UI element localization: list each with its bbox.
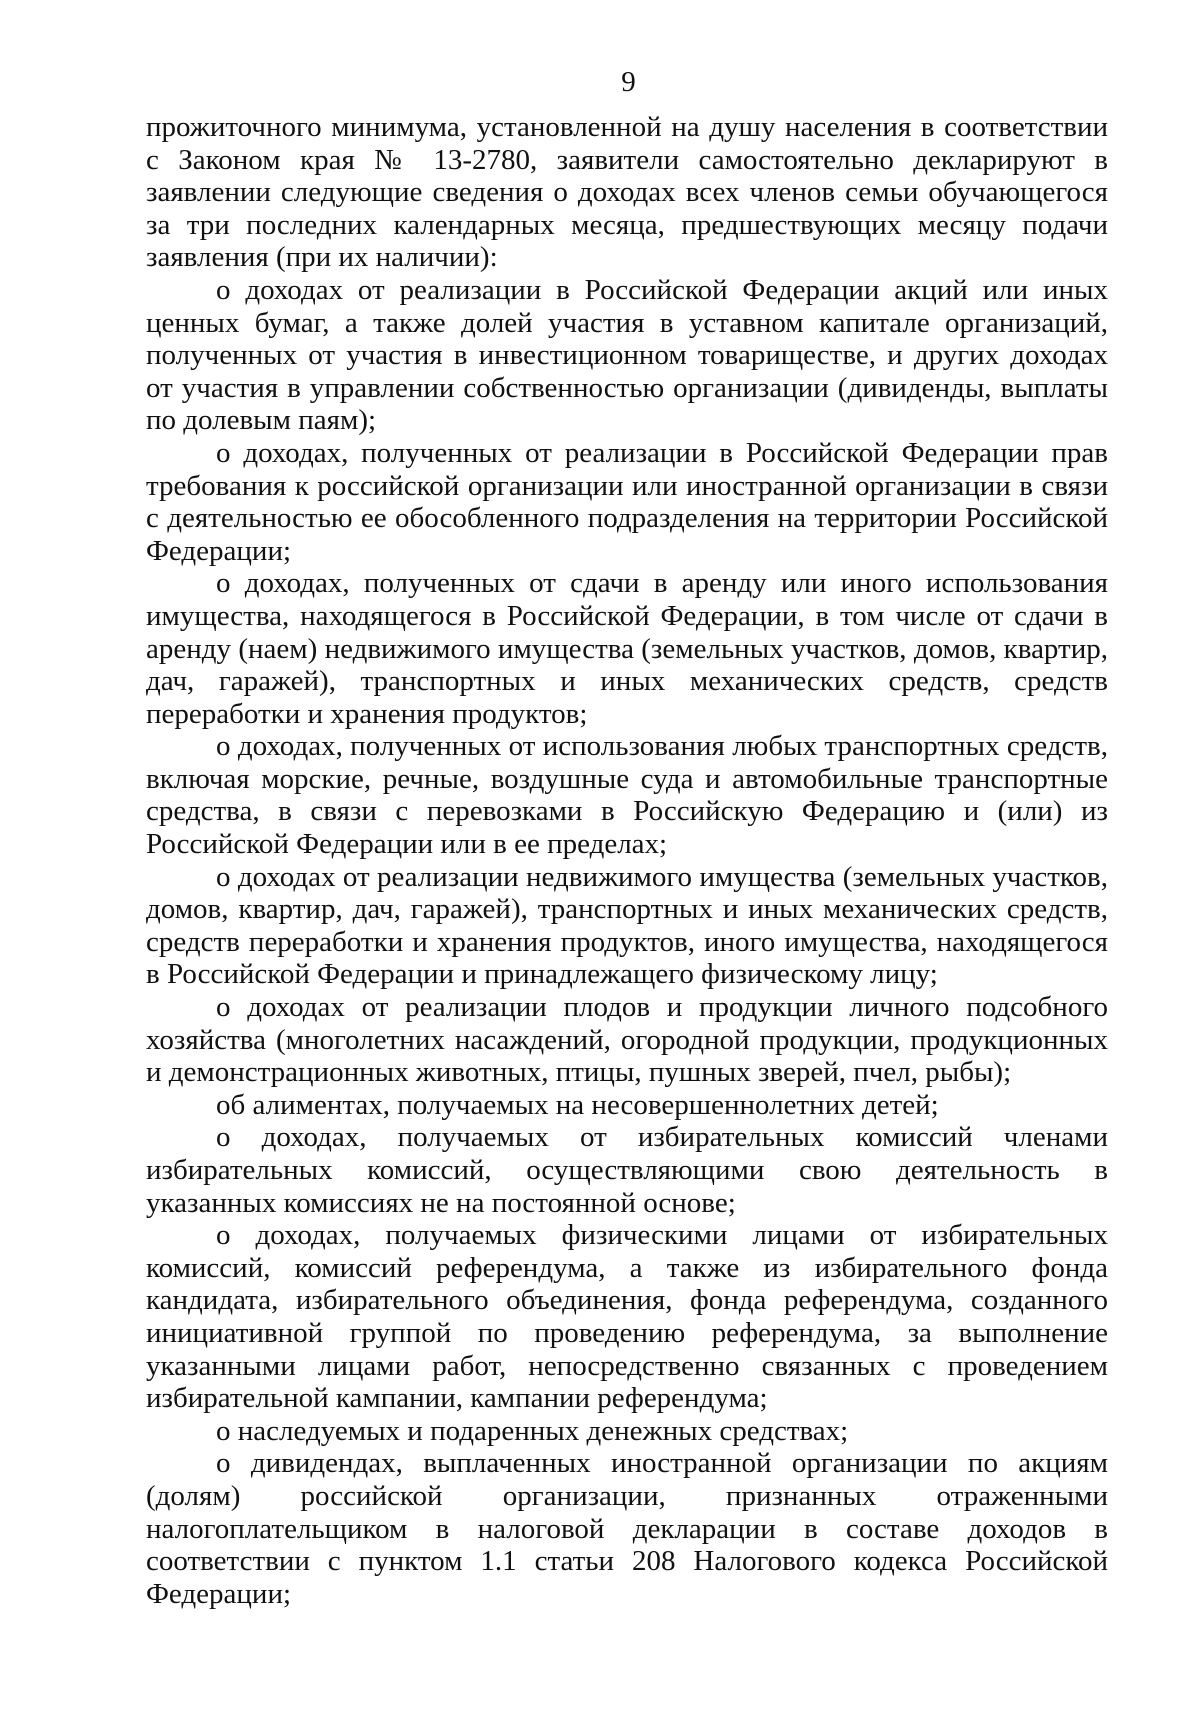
income-item-dividends: о дивидендах, выплаченных иностранной организации по акциям (долям) российской организации, признанных отраженными налогоплательщиком в налоговой декларации в составе доходов в соответствии с пунктом 1.1 статьи 208 Налогового кодекса Российской Федерации; xyxy=(146,1447,1108,1610)
income-item-inheritance-gifts: о наследуемых и подаренных денежных средствах; xyxy=(216,1414,849,1447)
income-item-transport: о доходах, полученных от использования любых транспортных средств, включая морские, речные, воздушные суда и автомобильные транспортные средства, в связи с перевозками в Российскую Федерацию и (или) из Российской Федерации или в ее пределах; xyxy=(146,730,1108,861)
page-number: 9 xyxy=(621,66,636,98)
income-item-securities: о доходах от реализации в Российской Федерации акций или иных ценных бумаг, а также долей участия в уставном капитале организаций, полученных от участия в инвестиционном товариществе, и других доходах от участия в управлении собственностью организации (дивиденды, выплаты по долевым паям); xyxy=(146,273,1108,437)
income-item-election-commission-members: о доходах, получаемых от избирательных комиссий членами избирательных комиссий, осуществляющими свою деятельность в указанных комиссиях не на постоянной основе; xyxy=(146,1121,1108,1219)
income-item-claim-rights: о доходах, полученных от реализации в Российской Федерации прав требования к российской организации или иностранной организации в связи с деятельностью ее обособленного подразделения на территории Российской Федерации; xyxy=(146,436,1108,567)
income-item-property-sale: о доходах от реализации недвижимого имущества (земельных участков, домов, квартир, дач, гаражей), транспортных и иных механических средств, средств переработки и хранения продуктов, иного имущества, находящегося в Российской Федерации и принадлежащего физическому лицу; xyxy=(146,860,1108,991)
income-item-property-rental: о доходах, полученных от сдачи в аренду или иного использования имущества, находящегося в Российской Федерации, в том числе от сдачи в аренду (наем) недвижимого имущества (земельных участков, домов, квартир, дач, гаражей), транспортных и иных механических средств, средств переработки и хранения продуктов; xyxy=(146,567,1108,730)
income-item-household-farm: о доходах от реализации плодов и продукции личного подсобного хозяйства (многолетних насаждений, огородной продукции, продукционных и демонстрационных животных, птицы, пушных зверей, пчел, рыбы); xyxy=(146,991,1108,1089)
intro-paragraph: прожиточного минимума, установленной на душу населения в соответствии с Законом края № 13-2780, заявители самостоятельно декларируют в заявлении следующие сведения о доходах всех членов семьи обучающегося за три последних календарных месяца, предшествующих месяцу подачи заявления (при их наличии): xyxy=(146,111,1108,274)
document-body xyxy=(146,111,1108,1610)
income-item-alimony: об алиментах, получаемых на несовершеннолетних детей; xyxy=(216,1088,939,1121)
income-item-election-work: о доходах, получаемых физическими лицами от избирательных комиссий, комиссий референдума, а также из избирательного фонда кандидата, избирательного объединения, фонда референдума, созданного инициативной группой по проведению референдума, за выполнение указанными лицами работ, непосредственно связанных с проведением избирательной кампании, кампании референдума; xyxy=(146,1219,1108,1415)
